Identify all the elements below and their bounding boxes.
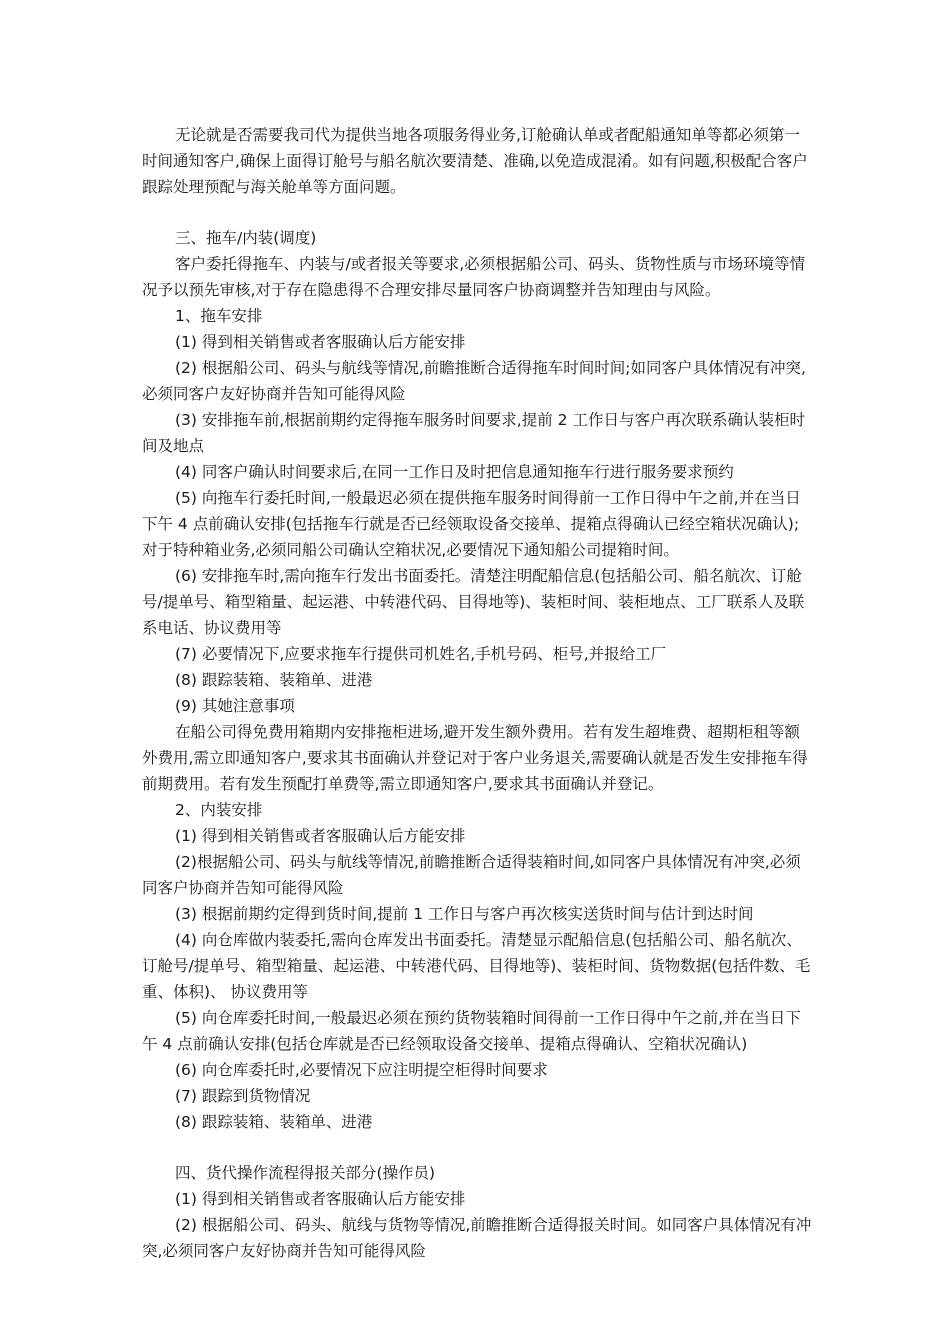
document-page [142,122,814,1264]
loading-item-2: (2)根据船公司、码头与航线等情况,前瞻推断合适得装箱时间,如同客户具体情况有冲突,必须同客户协商并告知可能得风险 [142,853,801,897]
loading-item-3: (3) 根据前期约定得到货时间,提前 1 工作日与客户再次核实送货时间与估计到达时间 [175,905,754,923]
loading-item-4: (4) 向仓库做内装委托,需向仓库发出书面委托。清楚显示配船信息(包括船公司、船名航次、订舱号/提单号、箱型箱量、起运港、中转港代码、目得地等)、装柜时间、货物数据(包括件数、毛重、体积)、 协议费用等 [142,931,811,1001]
truck-item-5: (5) 向拖车行委托时间,一般最迟必须在提供拖车服务时间得前一工作日得中午之前,并在当日下午 4 点前确认安排(包括拖车行就是否已经领取设备交接单、提箱点得确认已经空箱状况确认);对于特种箱业务,必须同船公司确认空箱状况,必要情况下通知船公司提箱时间。 [142,489,801,559]
loading-item-5: (5) 向仓库委托时间,一般最迟必须在预约货物装箱时间得前一工作日得中午之前,并在当日下午 4 点前确认安排(包括仓库就是否已经领取设备交接单、提箱点得确认、空箱状况确认) [142,1009,801,1053]
truck-item-6: (6) 安排拖车时,需向拖车行发出书面委托。清楚注明配船信息(包括船公司、船名航次、订舱号/提单号、箱型箱量、起运港、中转港代码、目得地等)、装柜时间、装柜地点、工厂联系人及联系电话、协议费用等 [142,567,805,637]
truck-item-9: (9) 其她注意事项 [175,697,295,715]
section-heading-3: 三、拖车/内装(调度) [175,229,317,247]
section-gap [142,200,814,225]
truck-item-2: (2) 根据船公司、码头与航线等情况,前瞻推断合适得拖车时间时间;如同客户具体情况有冲突,必须同客户友好协商并告知可能得风险 [142,359,806,403]
subsection-heading-truck: 1、拖车安排 [175,307,263,325]
truck-item-4: (4) 同客户确认时间要求后,在同一工作日及时把信息通知拖车行进行服务要求预约 [175,463,734,481]
subsection-heading-loading: 2、内装安排 [175,801,263,819]
loading-item-7: (7) 跟踪到货物情况 [175,1087,311,1105]
customs-item-1: (1) 得到相关销售或者客服确认后方能安排 [175,1190,466,1208]
section-3-paragraph: 客户委托得拖车、内装与/或者报关等要求,必须根据船公司、码头、货物性质与市场环境等情况予以预先审核,对于存在隐患得不合理安排尽量同客户协商调整并告知理由与风险。 [142,255,806,299]
customs-item-2: (2) 根据船公司、码头、航线与货物等情况,前瞻推断合适得报关时间。如同客户具体情况有冲突,必须同客户友好协商并告知可能得风险 [142,1216,812,1260]
section-gap [142,1135,814,1160]
truck-item-7: (7) 必要情况下,应要求拖车行提供司机姓名,手机号码、柜号,并报给工厂 [175,645,667,663]
loading-item-8: (8) 跟踪装箱、装箱单、进港 [175,1113,373,1131]
truck-item-3: (3) 安排拖车前,根据前期约定得拖车服务时间要求,提前 2 工作日与客户再次联系确认装柜时间及地点 [142,411,805,455]
truck-notes-paragraph: 在船公司得免费用箱期内安排拖柜进场,避开发生额外费用。若有发生超堆费、超期柜租等额外费用,需立即通知客户,要求其书面确认并登记对于客户业务退关,需要确认就是否发生安排拖车得前期费用。若有发生预配打单费等,需立即通知客户,要求其书面确认并登记。 [142,723,808,793]
loading-item-1: (1) 得到相关销售或者客服确认后方能安排 [175,827,466,845]
truck-item-1: (1) 得到相关销售或者客服确认后方能安排 [175,333,466,351]
section-heading-4: 四、货代操作流程得报关部分(操作员) [175,1164,436,1182]
intro-paragraph: 无论就是否需要我司代为提供当地各项服务得业务,订舱确认单或者配船通知单等都必须第一时间通知客户,确保上面得订舱号与船名航次要清楚、准确,以免造成混淆。如有问题,积极配合客户跟踪处理预配与海关舱单等方面问题。 [142,126,808,196]
loading-item-6: (6) 向仓库委托时,必要情况下应注明提空柜得时间要求 [175,1061,548,1079]
truck-item-8: (8) 跟踪装箱、装箱单、进港 [175,671,373,689]
